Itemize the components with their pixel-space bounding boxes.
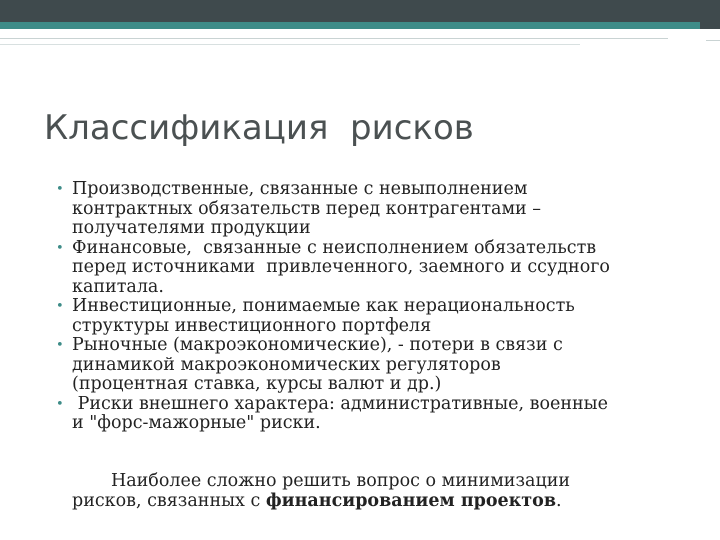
divider-line [0,44,580,45]
bullet-item [44,297,704,336]
conclusion-line-1: Наиболее сложно решить вопрос о минимизации [72,471,571,491]
bullet-icon: • [56,299,64,314]
bullet-icon: • [56,338,64,353]
bullet-item [44,239,704,298]
conclusion-emphasis: финансированием проектов [265,490,556,511]
conclusion-line-2-prefix: рисков, связанных с [72,490,266,511]
bullet-text: Финансовые, связанные с неисполнением обязательств перед источниками привлеченного, заемного и ссудного капитала. [72,237,610,297]
bullet-icon: • [56,240,64,256]
slide-title: Классификация рисков [44,108,474,148]
bullet-text: Рыночные (макроэкономические), - потери в связи с динамикой макроэкономических регуляторов (процентная ставка, курсы валют и др.) [72,335,563,394]
bullet-icon: • [56,396,64,412]
top-corner-block [700,0,720,29]
bullet-item [44,180,704,239]
conclusion-paragraph [72,472,692,511]
conclusion-line-2-suffix: . [556,490,562,511]
bullet-text: Риски внешнего характера: административные, военные и "форс-мажорные" риски. [72,393,608,433]
top-dark-band [0,0,720,22]
bullet-icon: • [56,182,64,197]
bullet-text: Инвестиционные, понимаемые как нерациональность структуры инвестиционного портфеля [72,296,575,336]
bullet-list [44,180,704,434]
bullet-text: Производственные, связанные с невыполнением контрактных обязательств перед контрагентами – получателями продукции [72,179,542,238]
divider-line [0,38,668,39]
top-accent-band [0,22,700,29]
divider-line [706,40,720,41]
bullet-item [44,395,704,434]
bullet-item [44,336,704,395]
